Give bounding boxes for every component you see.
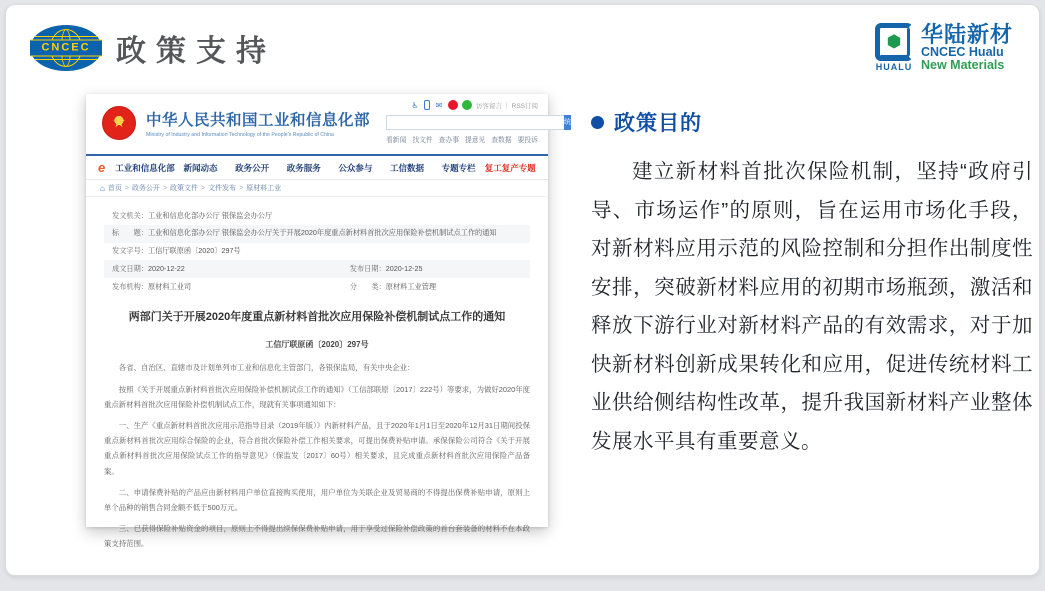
mail-icon[interactable]: ✉ (435, 100, 443, 110)
quick-link[interactable]: 要投诉 (517, 137, 538, 144)
breadcrumb-separator: > (162, 184, 168, 192)
hualu-name-cn: 华陆新材 (920, 22, 1013, 47)
breadcrumb (86, 180, 548, 197)
breadcrumb-item[interactable]: 文件发布 (208, 185, 237, 192)
meta-label: 发文机关： (112, 210, 148, 220)
quick-link[interactable]: 提意见 (464, 137, 486, 144)
meta-row (104, 225, 530, 243)
accessibility-icon[interactable]: ♿ (411, 100, 419, 110)
hualu-name-en1: CNCEC Hualu (920, 45, 1004, 60)
wechat-icon[interactable] (462, 100, 472, 110)
hualu-logo-icon: ⬢ HUALU (875, 23, 913, 72)
cncec-logo-icon (30, 25, 102, 71)
hualu-name-en2: New Materials (920, 58, 1005, 73)
slide-header (30, 25, 276, 71)
document-meta-table (104, 207, 530, 296)
breadcrumb-separator: > (201, 184, 206, 192)
nav-item[interactable]: 复工复产专题 (484, 162, 536, 173)
breadcrumb-item[interactable]: 政策文件 (170, 185, 199, 192)
document-paragraph: 按照《关于开展重点新材料首批次应用保险补偿机制试点工作的通知》（工信部联原〔2017〕222号）等要求，为做好2020年度重点新材料首批次应用保险补偿机制试点工作，现就有关事项通知如下： (104, 384, 530, 409)
meta-row (104, 278, 530, 296)
breadcrumb-separator: > (124, 184, 129, 192)
nav-item[interactable]: 专题专栏 (441, 162, 476, 173)
home-icon[interactable]: ⌂ (100, 183, 105, 193)
document-paragraph: 各省、自治区、直辖市及计划单列市工业和信息化主管部门，各银保监局，有关中央企业： (118, 363, 415, 373)
meta-value: 原材料工业管理 (385, 281, 437, 291)
meta-row (104, 243, 530, 261)
meta-label: 发文字号： (112, 246, 148, 256)
hualu-hexagon-icon: ⬢ (886, 31, 902, 51)
cncec-logo-text: CNCEC (30, 40, 102, 57)
ministry-subtitle: Ministry of Industry and Information Technology of the People's Republic of China (146, 132, 334, 138)
meta-label: 分 类： (349, 281, 386, 291)
meta-row (104, 207, 530, 225)
document-paragraph: 一、生产《重点新材料首批次应用示范指导目录（2019年版）》内新材料产品，且于2020年1月1日至2020年12月31日期间投保重点新材料首批次应用综合保险的企业，符合首批次保险补偿工作相关要求，可提出保费补贴申请。承保保险公司符合《关于开展重点新材料首批次应用保险试点工作的指导意见》（保监发〔2017〕60号）相关要求，且完成重点新材料首批次应用保险产品备案。 (104, 421, 530, 476)
quick-link[interactable]: 找文件 (412, 137, 433, 144)
page-title: 政策支持 (116, 35, 276, 68)
document-paragraph: 二、申请保费补贴的产品应由新材料用户单位直接购买使用，用户单位为关联企业及贸易商的不得提出保费补贴申请，原则上单个品种的销售合同金额不低于500万元。 (104, 487, 530, 512)
breadcrumb-item[interactable]: 原材料工业 (246, 185, 282, 192)
nav-item[interactable]: 公众参与 (338, 162, 373, 173)
site-nav (86, 156, 548, 180)
quick-link[interactable]: 查办事 (438, 137, 460, 144)
hualu-logo (875, 23, 1013, 72)
meta-row (104, 260, 530, 278)
site-content (86, 197, 548, 551)
weibo-icon[interactable] (448, 100, 458, 110)
nav-item[interactable]: 政务服务 (286, 162, 321, 173)
mobile-icon[interactable] (424, 100, 430, 110)
meta-label: 发布日期： (349, 263, 386, 273)
bullet-icon (591, 116, 604, 129)
nav-item[interactable]: 工信数据 (389, 162, 424, 173)
ministry-title: 中华人民共和国工业和信息化部 (146, 112, 371, 129)
meta-value: 原材料工业司 (147, 281, 192, 291)
breadcrumb-item[interactable]: 政务公开 (131, 185, 160, 192)
gov-network-icon: e (98, 160, 106, 175)
visitor-link[interactable]: 访客留言 (475, 102, 502, 110)
search-input[interactable] (386, 115, 564, 130)
website-screenshot (86, 94, 571, 549)
nav-item[interactable]: 工业和信息化部 (115, 162, 175, 173)
search-button[interactable]: 统一搜索 (564, 115, 571, 130)
meta-label: 发布机构： (112, 281, 148, 291)
document-title: 两部门关于开展2020年度重点新材料首批次应用保险补偿机制试点工作的通知 (128, 310, 506, 323)
document-number: 工信厅联原函〔2020〕297号 (265, 340, 369, 350)
nav-item[interactable]: 新闻动态 (183, 162, 218, 173)
nav-item[interactable]: 政务公开 (235, 162, 270, 173)
meta-value: 2020-12-25 (385, 263, 423, 273)
policy-purpose-panel (591, 107, 1033, 461)
meta-value: 工业和信息化部办公厅 银保监会办公厅 (147, 210, 273, 220)
slide-card (5, 4, 1040, 576)
meta-label: 标 题： (112, 228, 148, 238)
breadcrumb-separator: > (239, 184, 244, 192)
meta-label: 成文日期： (112, 263, 148, 273)
national-emblem-icon: ★ (102, 106, 136, 140)
quick-links (386, 134, 538, 144)
rss-link[interactable]: RSS订阅 (511, 102, 538, 110)
policy-purpose-heading: 政策目的 (614, 112, 702, 135)
topbar-divider: | (505, 101, 508, 109)
meta-value: 工业和信息化部办公厅 银保监会办公厅关于开展2020年度重点新材料首批次应用保险补偿机制试点工作的通知 (147, 228, 497, 238)
document-paragraph: 三、已获得保险补贴资金的项目，原则上不得提出续保保费补贴申请，用于享受过保险补偿政策的首台套装备的材料不在本政策支持范围。 (104, 524, 530, 549)
meta-value: 2020-12-22 (147, 263, 185, 273)
meta-value: 工信厅联原函〔2020〕297号 (147, 246, 241, 256)
document-body (104, 360, 530, 551)
quick-link[interactable]: 查数据 (491, 137, 512, 144)
quick-link[interactable]: 看新闻 (386, 137, 407, 144)
policy-purpose-text: 建立新材料首批次保险机制，坚持“政府引导、市场运作”的原则，旨在运用市场化手段，对新材料应用示范的风险控制和分担作出制度性安排，突破新材料应用的初期市场瓶颈，激活和释放下游行业对新材料产品的有效需求，对于加快新材料创新成果转化和应用，促进传统材料工业供给侧结构性改革，提升我国新材料产业整体发展水平具有重要意义。 (591, 160, 1033, 453)
breadcrumb-item[interactable]: 首页 (107, 185, 122, 192)
